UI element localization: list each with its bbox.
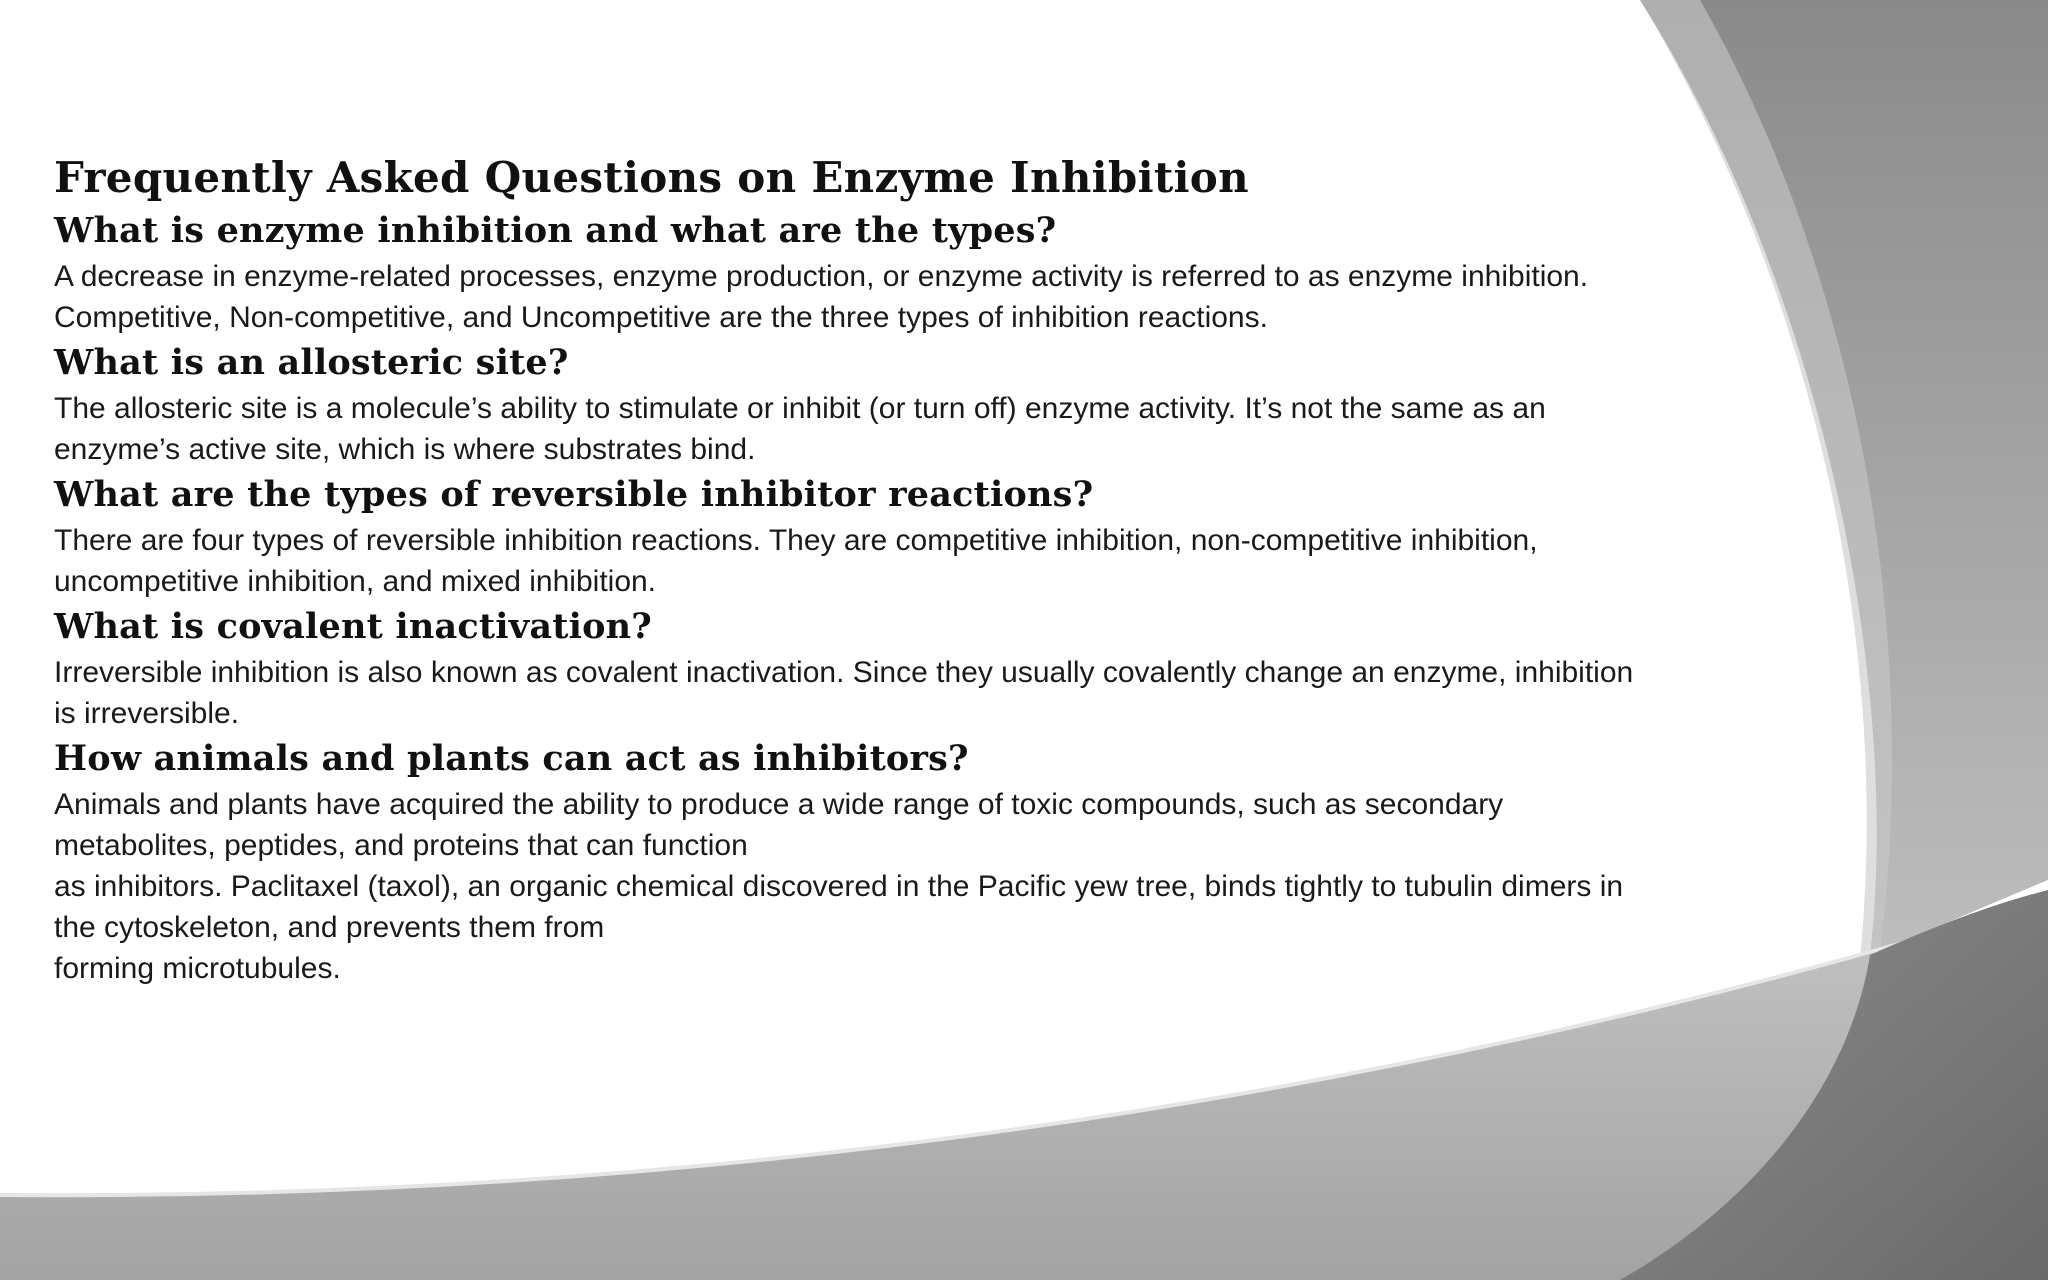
answer-line: enzyme’s active site, which is where substrates bind. (54, 433, 756, 466)
faq-answer (54, 256, 1894, 338)
answer-line: as inhibitors. Paclitaxel (taxol), an organic chemical discovered in the Pacific yew tree, binds tightly to tubulin dimers in (54, 870, 1624, 903)
answer-line: Competitive, Non-competitive, and Uncompetitive are the three types of inhibition reactions. (54, 301, 1268, 334)
answer-line: is irreversible. (54, 697, 240, 730)
faq-question: What is covalent inactivation? (54, 606, 652, 647)
answer-line: The allosteric site is a molecule’s ability to stimulate or inhibit (or turn off) enzyme activity. It’s not the same as an (54, 392, 1546, 425)
faq-item (54, 206, 1894, 338)
answer-line: forming microtubules. (54, 952, 341, 985)
faq-question: What are the types of reversible inhibitor reactions? (54, 474, 1094, 515)
faq-answer (54, 520, 1894, 602)
faq-question: What is an allosteric site? (54, 342, 569, 383)
faq-answer (54, 652, 1894, 734)
answer-line: Irreversible inhibition is also known as covalent inactivation. Since they usually covalently change an enzyme, inhibition (54, 656, 1634, 689)
faq-question: How animals and plants can act as inhibitors? (54, 738, 969, 779)
faq-answer (54, 388, 1894, 470)
answer-line: uncompetitive inhibition, and mixed inhibition. (54, 565, 657, 598)
answer-line: the cytoskeleton, and prevents them from (54, 911, 605, 944)
answer-line: Animals and plants have acquired the ability to produce a wide range of toxic compounds, such as secondary (54, 788, 1504, 821)
faq-item (54, 602, 1894, 734)
faq-item (54, 470, 1894, 602)
faq-content (54, 150, 1894, 989)
answer-line: A decrease in enzyme-related processes, enzyme production, or enzyme activity is referred to as enzyme inhibition. (54, 260, 1589, 293)
answer-line: There are four types of reversible inhibition reactions. They are competitive inhibition, non-competitive inhibition, (54, 524, 1538, 557)
page-title: Frequently Asked Questions on Enzyme Inhibition (54, 153, 1249, 202)
faq-item (54, 338, 1894, 470)
answer-line: metabolites, peptides, and proteins that can function (54, 829, 748, 862)
faq-item (54, 734, 1894, 989)
faq-answer (54, 784, 1894, 989)
faq-question: What is enzyme inhibition and what are the types? (54, 210, 1057, 251)
